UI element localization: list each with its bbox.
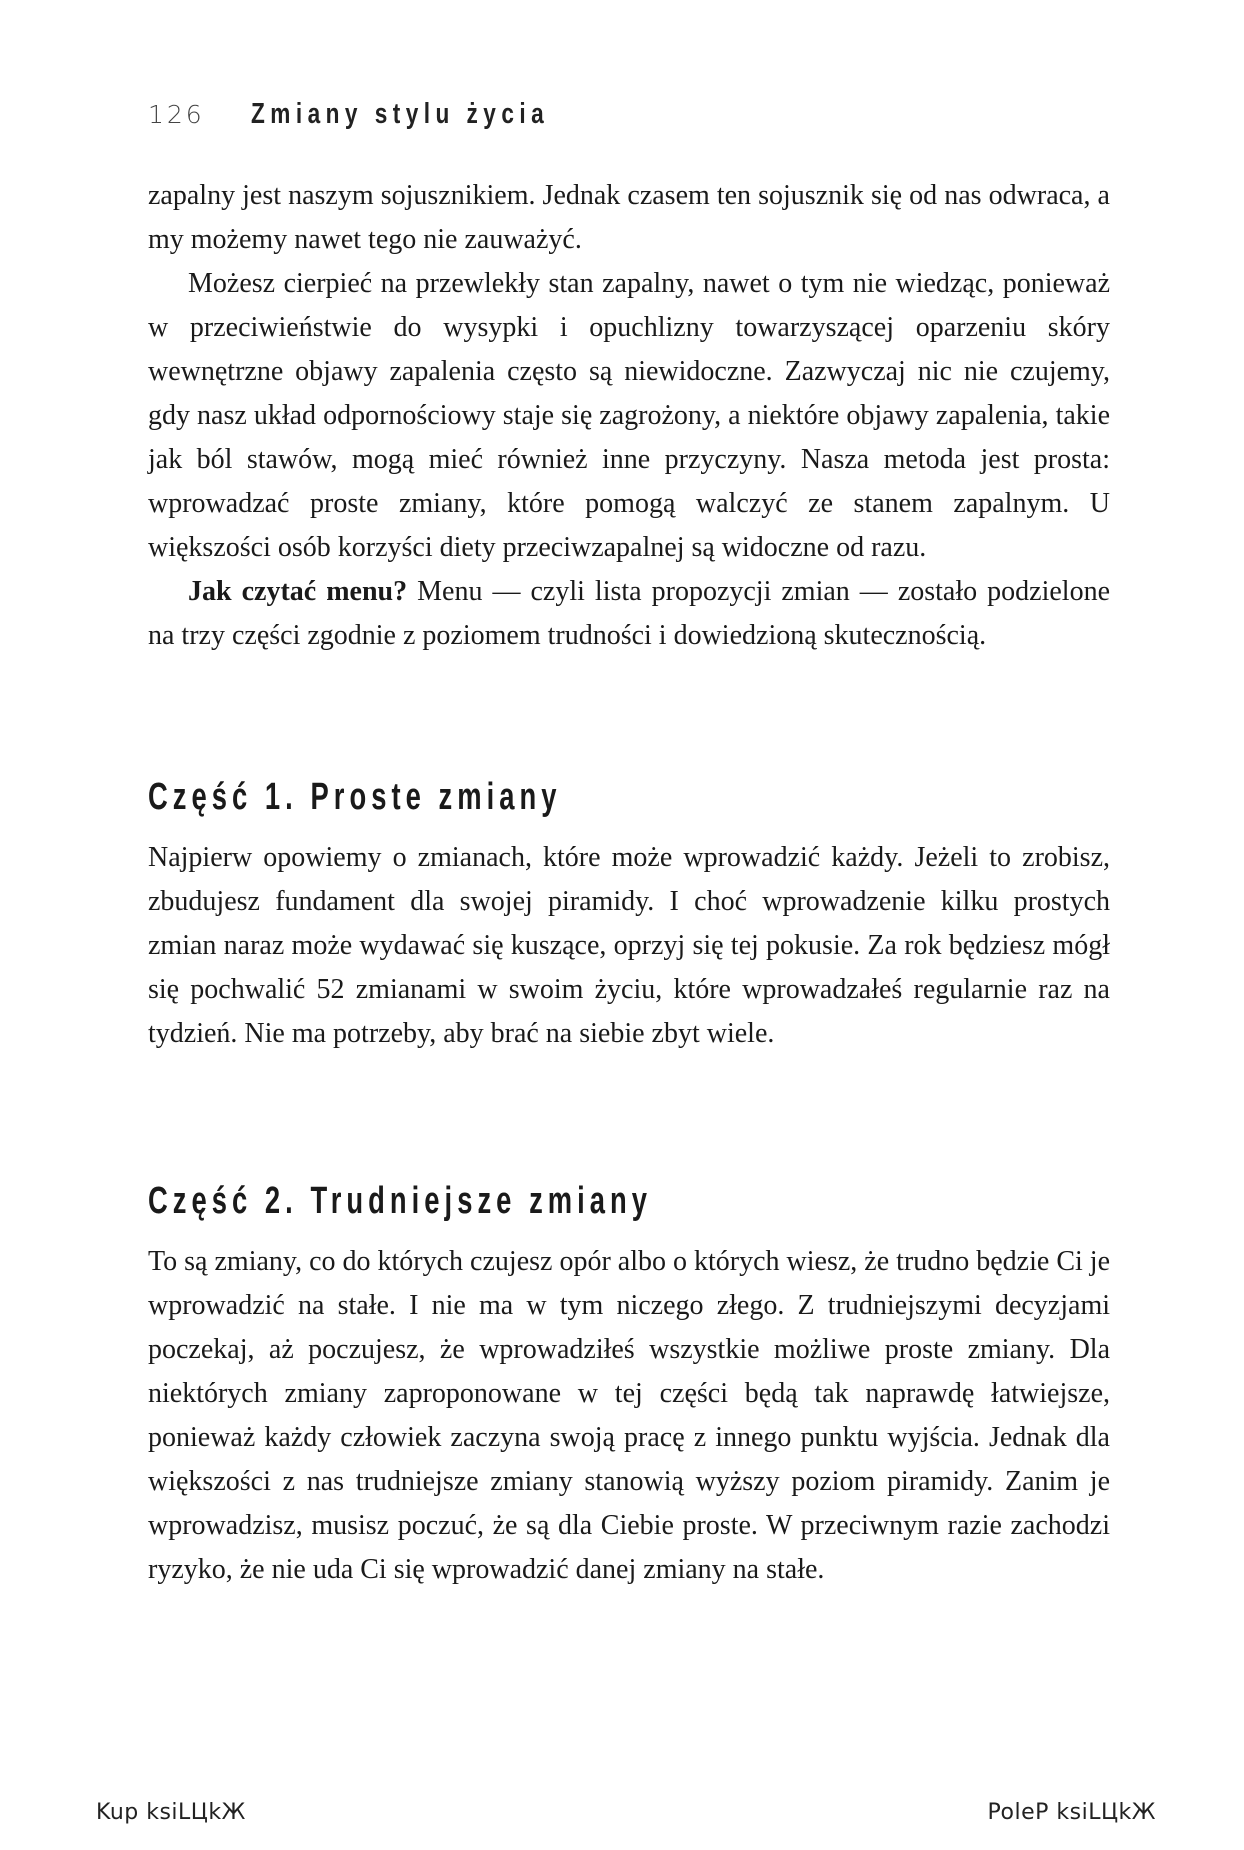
part-1-text: [148, 836, 1110, 1056]
running-head: [148, 98, 633, 134]
intro-text: [148, 174, 1110, 658]
menu-paragraph: [148, 570, 1110, 658]
part-1-paragraph: Najpierw opowiemy o zmianach, które może wprowadzić każdy. Jeżeli to zrobisz, zbudujesz fundament dla swojej piramidy. I choć wprowadzenie kilku prostych zmian naraz może wydawać się kuszące, oprzyj się tej pokusie. Za rok będziesz mógł się pochwalić 52 zmianami w swoim życiu, które wprowadzałeś regularnie raz na tydzień. Nie ma potrzeby, aby brać na siebie zbyt wiele.: [148, 842, 1110, 1049]
menu-lead: Jak czytać menu?: [188, 576, 408, 607]
intro-paragraph-1: zapalny jest naszym sojusznikiem. Jednak czasem ten sojusznik się od nas odwraca, a my możemy nawet tego nie zauważyć.: [148, 180, 1110, 255]
intro-paragraph-2: Możesz cierpieć na przewlekły stan zapalny, nawet o tym nie wiedząc, ponieważ w przeciwieństwie do wysypki i opuchlizny towarzyszącej oparzeniu skóry wewnętrzne objawy zapalenia często są niewidoczne. Zazwyczaj nic nie czujemy, gdy nasz układ odpornościowy staje się zagrożony, a niektóre objawy zapalenia, takie jak ból stawów, mogą mieć również inne przyczyny. Nasza metoda jest prosta: wprowadzać proste zmiany, które pomogą walczyć ze stanem zapalnym. U większości osób korzyści diety przeciwzapalnej są widoczne od razu.: [148, 268, 1110, 563]
part-2-paragraph: To są zmiany, co do których czujesz opór albo o których wiesz, że trudno będzie Ci je wprowadzić na stałe. I nie ma w tym niczego złego. Z trudniejszymi decyzjami poczekaj, aż poczujesz, że wprowadziłeś wszystkie możliwe proste zmiany. Dla niektórych zmiany zaproponowane w tej części będą tak naprawdę łatwiejsze, ponieważ każdy człowiek zaczyna swoją pracę z innego punktu wyjścia. Jednak dla większości z nas trudniejsze zmiany stanowią wyższy poziom piramidy. Zanim je wprowadzisz, musisz poczuć, że są dla Ciebie proste. W przeciwnym razie zachodzi ryzyko, że nie uda Ci się wprowadzić danej zmiany na stałe.: [148, 1246, 1110, 1585]
running-title: Zmiany stylu życia: [250, 98, 549, 130]
rate-book-link[interactable]: PoleР ksiLЦkЖ: [987, 1800, 1156, 1825]
page-number: 126: [148, 100, 205, 129]
section-heading-part-1: Część 1. Proste zmiany: [148, 776, 562, 818]
section-heading-part-2: Część 2. Trudniejsze zmiany: [148, 1180, 653, 1222]
part-2-text: [148, 1240, 1110, 1592]
buy-book-link[interactable]: Kup ksiLЦkЖ: [96, 1800, 246, 1825]
menu-text: Menu — czyli lista propozycji zmian — zostało podzielone na trzy części zgodnie z poziomem trudności i dowiedzioną skutecznością.: [148, 576, 1110, 651]
